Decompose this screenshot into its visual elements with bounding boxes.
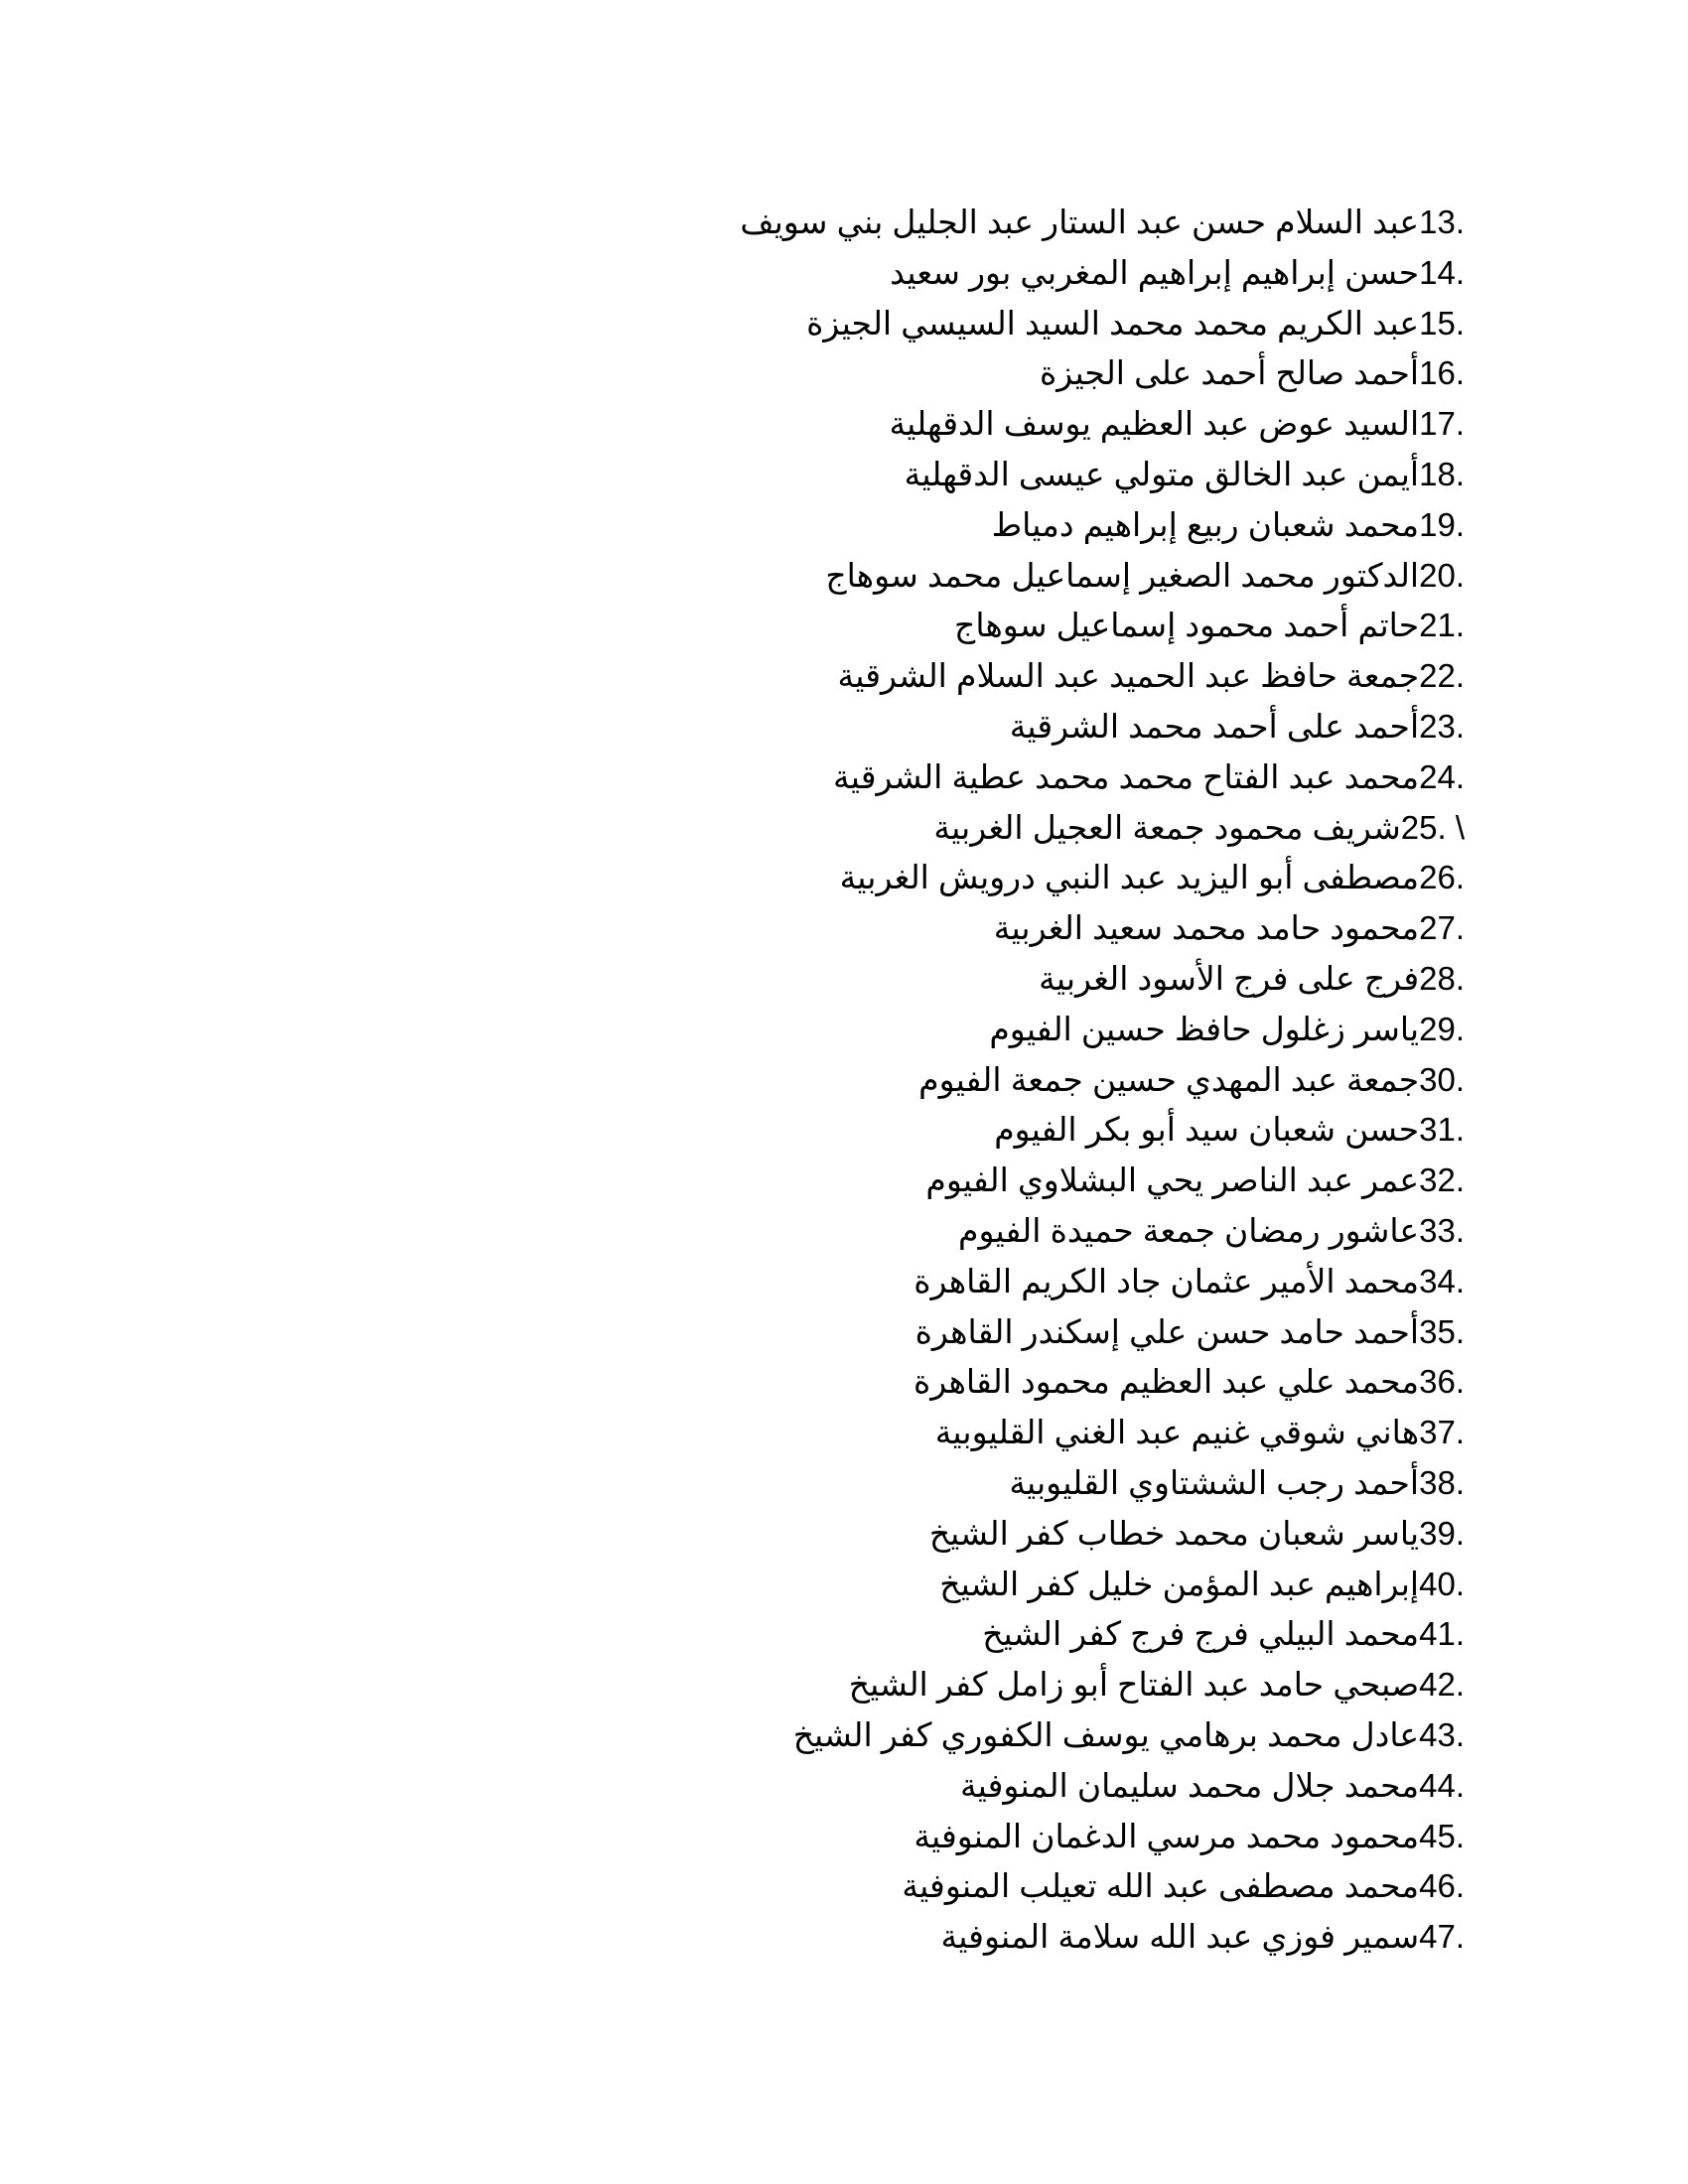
item-number: .45: [1419, 1817, 1465, 1854]
item-text: عاشور رمضان جمعة حميدة الفيوم: [958, 1211, 1420, 1249]
item-number: .42: [1419, 1666, 1465, 1704]
item-text: سمير فوزي عبد الله سلامة المنوفية: [940, 1918, 1420, 1956]
item-number: \ .25: [1400, 808, 1465, 846]
item-text: أحمد رجب الششتاوي القليوبية: [1009, 1463, 1420, 1501]
item-text: جمعة عبد المهدي حسين جمعة الفيوم: [918, 1060, 1420, 1098]
item-number: .15: [1419, 304, 1465, 341]
item-text: عبد الكريم محمد محمد السيد السيسي الجيزة: [806, 304, 1420, 341]
list-item: [472, 198, 1465, 248]
item-number: .20: [1419, 556, 1465, 594]
item-text: السيد عوض عبد العظيم يوسف الدقهلية: [889, 405, 1420, 443]
item-number: .47: [1419, 1918, 1465, 1956]
list-item: [472, 702, 1465, 752]
list-item: [472, 1357, 1465, 1408]
item-number: .19: [1419, 505, 1465, 543]
list-item: [472, 1206, 1465, 1257]
list-item: [472, 651, 1465, 702]
item-text: مصطفى أبو اليزيد عبد النبي درويش الغربية: [839, 859, 1420, 896]
item-text: هاني شوقي غنيم عبد الغني القليوبية: [934, 1414, 1420, 1451]
item-number: .38: [1419, 1463, 1465, 1501]
item-text: حسن إبراهيم إبراهيم المغربي بور سعيد: [890, 253, 1420, 291]
item-number: .30: [1419, 1060, 1465, 1098]
item-text: إبراهيم عبد المؤمن خليل كفر الشيخ: [939, 1565, 1420, 1602]
list-item: [472, 1307, 1465, 1358]
item-number: .34: [1419, 1262, 1465, 1299]
item-number: .23: [1419, 707, 1465, 745]
name-list: [472, 198, 1465, 1963]
list-item: [472, 803, 1465, 854]
item-text: الدكتور محمد الصغير إسماعيل محمد سوهاج: [825, 556, 1420, 594]
item-number: .41: [1419, 1615, 1465, 1653]
item-number: .29: [1419, 1010, 1465, 1047]
list-item: [472, 1710, 1465, 1761]
item-number: .40: [1419, 1565, 1465, 1602]
list-item: [472, 1812, 1465, 1862]
list-item: [472, 399, 1465, 450]
list-item: [472, 348, 1465, 399]
list-item: [472, 1105, 1465, 1156]
item-text: جمعة حافظ عبد الحميد عبد السلام الشرقية: [837, 657, 1420, 695]
item-number: .26: [1419, 859, 1465, 896]
list-item: [472, 450, 1465, 500]
item-text: محمد الأمير عثمان جاد الكريم القاهرة: [914, 1262, 1420, 1299]
list-item: [472, 1609, 1465, 1660]
item-text: محمود محمد مرسي الدغمان المنوفية: [914, 1817, 1420, 1854]
item-text: حسن شعبان سيد أبو بكر الفيوم: [994, 1111, 1420, 1149]
item-number: .36: [1419, 1363, 1465, 1401]
list-item: [472, 601, 1465, 651]
list-item: [472, 1912, 1465, 1963]
list-item: [472, 299, 1465, 349]
item-number: .46: [1419, 1867, 1465, 1905]
item-text: عبد السلام حسن عبد الستار عبد الجليل بني سويف: [740, 204, 1420, 240]
item-number: .16: [1419, 354, 1465, 392]
item-number: .24: [1419, 757, 1465, 795]
item-text: أحمد حامد حسن علي إسكندر القاهرة: [914, 1312, 1420, 1350]
list-item: [472, 1055, 1465, 1106]
item-text: حاتم أحمد محمود إسماعيل سوهاج: [954, 607, 1420, 644]
list-item: [472, 1761, 1465, 1812]
item-text: أيمن عبد الخالق متولي عيسى الدقهلية: [904, 455, 1420, 492]
item-text: محمد جلال محمد سليمان المنوفية: [959, 1766, 1420, 1804]
list-item: [472, 903, 1465, 954]
item-number: .13: [1419, 204, 1465, 240]
item-number: .43: [1419, 1715, 1465, 1753]
list-item: [472, 752, 1465, 803]
item-number: .22: [1419, 657, 1465, 695]
list-item: [472, 1861, 1465, 1912]
item-text: ياسر زغلول حافظ حسين الفيوم: [989, 1010, 1420, 1047]
item-text: ياسر شعبان محمد خطاب كفر الشيخ: [928, 1514, 1420, 1552]
item-text: محمد مصطفى عبد الله تعيلب المنوفية: [902, 1867, 1420, 1905]
item-number: .27: [1419, 909, 1465, 947]
item-text: فرج على فرج الأسود الغربية: [1039, 959, 1420, 997]
item-number: .18: [1419, 455, 1465, 492]
item-number: .37: [1419, 1414, 1465, 1451]
list-item: [472, 1509, 1465, 1560]
item-text: محمود حامد محمد سعيد الغربية: [993, 909, 1420, 947]
list-item: [472, 500, 1465, 551]
list-item: [472, 1257, 1465, 1307]
item-text: عمر عبد الناصر يحي البشلاوي الفيوم: [925, 1161, 1420, 1199]
list-item: [472, 248, 1465, 299]
list-item: [472, 853, 1465, 903]
item-text: عادل محمد برهامي يوسف الكفوري كفر الشيخ: [792, 1715, 1420, 1753]
item-number: .39: [1419, 1514, 1465, 1552]
list-item: [472, 1408, 1465, 1458]
item-number: .14: [1419, 253, 1465, 291]
item-number: .35: [1419, 1312, 1465, 1350]
list-item: [472, 551, 1465, 602]
item-text: أحمد صالح أحمد على الجيزة: [1039, 354, 1420, 392]
item-text: شريف محمود جمعة العجيل الغربية: [933, 808, 1401, 846]
list-item: [472, 954, 1465, 1005]
item-text: صبحي حامد عبد الفتاح أبو زامل كفر الشيخ: [848, 1666, 1420, 1704]
item-text: محمد شعبان ربيع إبراهيم دمياط: [991, 505, 1420, 543]
list-item: [472, 1458, 1465, 1509]
item-number: .44: [1419, 1766, 1465, 1804]
item-number: .28: [1419, 959, 1465, 997]
item-number: .31: [1419, 1111, 1465, 1149]
item-text: محمد عبد الفتاح محمد محمد عطية الشرقية: [833, 757, 1420, 795]
item-number: .17: [1419, 405, 1465, 443]
item-number: .32: [1419, 1161, 1465, 1199]
item-text: محمد علي عبد العظيم محمود القاهرة: [913, 1363, 1420, 1401]
list-item: [472, 1660, 1465, 1710]
item-text: محمد البيلي فرج فرج كفر الشيخ: [982, 1615, 1420, 1653]
item-number: .21: [1419, 607, 1465, 644]
list-item: [472, 1560, 1465, 1610]
list-item: [472, 1156, 1465, 1206]
item-text: أحمد على أحمد محمد الشرقية: [1009, 707, 1420, 745]
item-number: .33: [1419, 1211, 1465, 1249]
list-item: [472, 1005, 1465, 1055]
